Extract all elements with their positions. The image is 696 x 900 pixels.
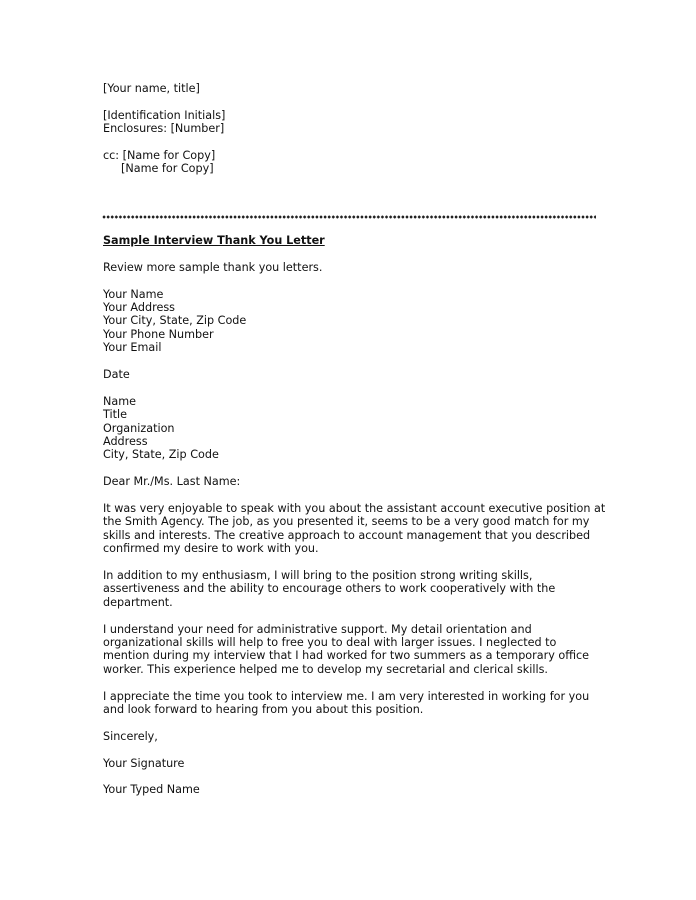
sender-city: Your City, State, Zip Code [103, 314, 247, 328]
sample-heading: Sample Interview Thank You Letter [103, 234, 325, 247]
cc-line: cc: [Name for Copy] [103, 149, 216, 162]
paragraph-line: I appreciate the time you took to interview me. I am very interested in working for you [103, 689, 590, 703]
name-title-line: [Your name, title] [103, 82, 200, 95]
paragraph-line: the Smith Agency. The job, as you presented it, seems to be a very good match for my [103, 515, 590, 529]
recipient-city: City, State, Zip Code [103, 448, 219, 462]
dotted-divider [102, 215, 596, 219]
paragraph-line: confirmed my desire to work with you. [103, 542, 319, 556]
identification-line: [Identification Initials] [103, 108, 226, 122]
recipient-title: Title [103, 408, 127, 422]
paragraph-line: In addition to my enthusiasm, I will bring to the position strong writing skills, [103, 569, 533, 583]
cc-line-2: [Name for Copy] [121, 162, 214, 176]
paragraph-line: mention during my interview that I had worked for two summers as a temporary office [103, 649, 590, 663]
sender-email: Your Email [103, 341, 162, 355]
body-paragraph-4 [103, 690, 603, 717]
paragraph-line: skills and interests. The creative approach to account management that you described [103, 528, 591, 542]
paragraph-line: I understand your need for administrative support. My detail orientation and [103, 622, 532, 636]
review-more-link[interactable]: Review more sample thank you letters. [103, 260, 323, 274]
salutation: Dear Mr./Ms. Last Name: [103, 475, 241, 489]
recipient-address-block [103, 395, 603, 462]
closing: Sincerely, [103, 729, 158, 743]
sender-address: Your Address [103, 301, 175, 314]
body-paragraph-2 [103, 569, 603, 609]
paragraph-line: worker. This experience helped me to develop my secretarial and clerical skills. [103, 662, 548, 676]
body-paragraph-1 [103, 502, 606, 556]
recipient-name: Name [103, 394, 137, 408]
paragraph-line: organizational skills will help to free you to deal with larger issues. I neglected to [103, 636, 557, 650]
signature-placeholder: Your Signature [103, 756, 185, 770]
recipient-organization: Organization [103, 421, 175, 435]
body-paragraph-3 [103, 623, 603, 677]
sender-name: Your Name [103, 287, 164, 301]
typed-name: Your Typed Name [103, 783, 200, 797]
sender-address-block [103, 288, 603, 355]
paragraph-line: and look forward to hearing from you about this position. [103, 703, 424, 717]
paragraph-line: department. [103, 595, 173, 609]
date-line: Date [103, 368, 130, 382]
paragraph-line: It was very enjoyable to speak with you about the assistant account executive position at [103, 502, 606, 516]
letter-top-block [103, 82, 603, 176]
paragraph-line: assertiveness and the ability to encourage others to work cooperatively with the [103, 582, 556, 596]
sample-letter [103, 234, 606, 797]
recipient-address: Address [103, 435, 148, 449]
enclosures-line: Enclosures: [Number] [103, 122, 225, 136]
sender-phone: Your Phone Number [103, 327, 214, 341]
